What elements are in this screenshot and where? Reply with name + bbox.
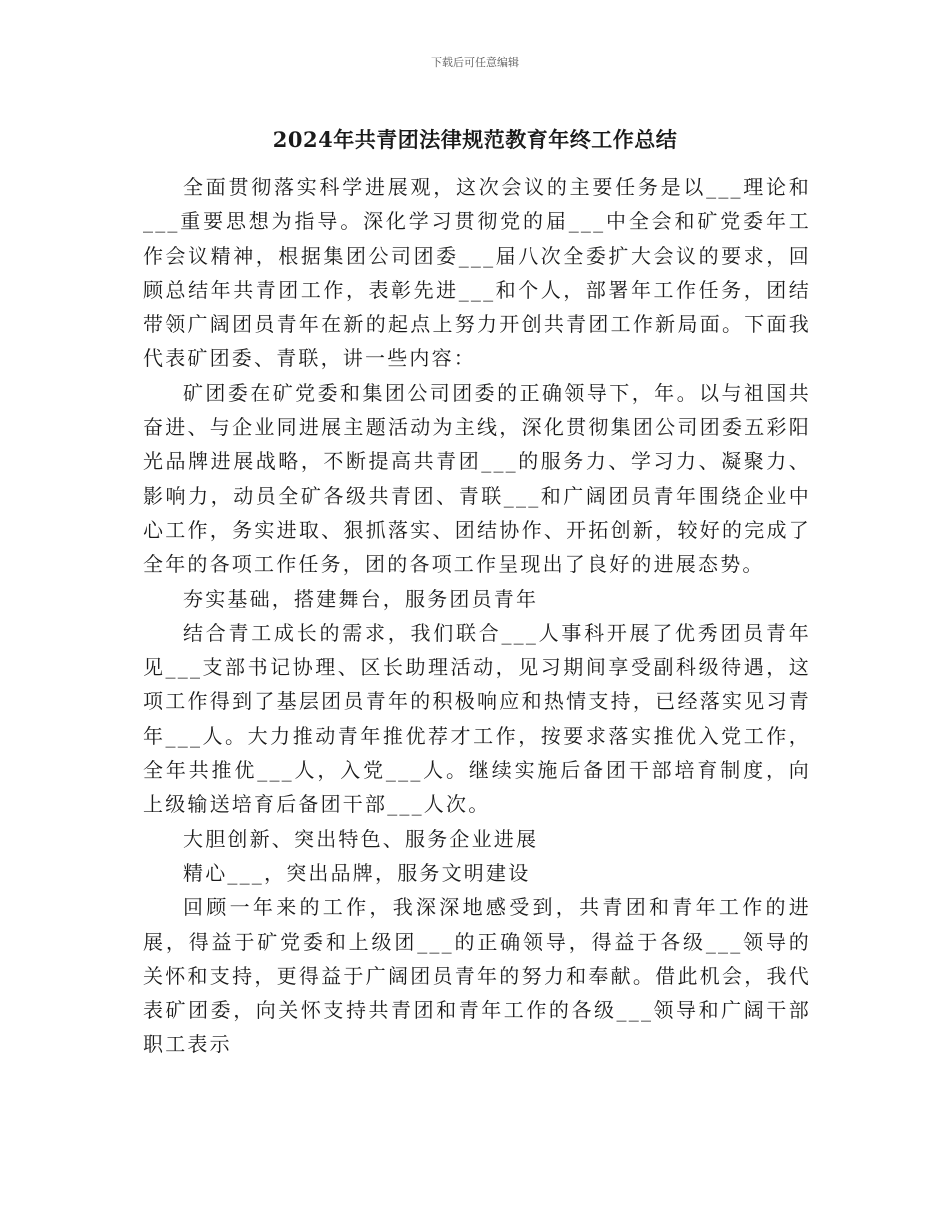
paragraph-foundation: 结合青工成长的需求，我们联合___人事科开展了优秀团员青年见___支部书记协理、区长助理活动，见习期间享受副科级待遇，这项工作得到了基层团员青年的积极响应和热情支持，已经落实见习青年___人。大力推动青年推优荐才工作，按要求落实推优入党工作，全年共推优___人，入党___人。继续实施后备团干部培育制度，向上级输送培育后备团干部___人次。 xyxy=(143,620,811,817)
section-heading-foundation: 夯实基础，搭建舞台，服务团员青年 xyxy=(183,586,539,611)
document-body xyxy=(143,170,811,1062)
section-heading-innovation: 大胆创新、突出特色、服务企业进展 xyxy=(183,826,539,851)
paragraph-summary: 矿团委在矿党委和集团公司团委的正确领导下，年。以与祖国共奋进、与企业同进展主题活动为主线，深化贯彻集团公司团委五彩阳光品牌进展战略，不断提高共青团___的服务力、学习力、凝聚力、影响力，动员全矿各级共青团、青联___和广阔团员青年围绕企业中心工作，务实进取、狠抓落实、团结协作、开拓创新，较好的完成了全年的各项工作任务，团的各项工作呈现出了良好的进展态势。 xyxy=(143,380,811,577)
document-title: 2024年共青团法律规范教育年终工作总结 xyxy=(272,127,678,152)
page-header-note: 下载后可任意编辑 xyxy=(431,56,519,69)
paragraph-review: 回顾一年来的工作，我深深地感受到，共青团和青年工作的进展，得益于矿党委和上级团___的正确领导，得益于各级___领导的关怀和支持，更得益于广阔团员青年的努力和奉献。借此机会，我代表矿团委，向关怀支持共青团和青年工作的各级___领导和广阔干部职工表示 xyxy=(143,895,811,1057)
section-heading-brand: 精心___，突出品牌，服务文明建设 xyxy=(183,860,531,885)
paragraph-intro: 全面贯彻落实科学进展观，这次会议的主要任务是以___理论和___重要思想为指导。深化学习贯彻党的届___中全会和矿党委年工作会议精神，根据集团公司团委___届八次全委扩大会议的要求，回顾总结年共青团工作，表彰先进___和个人，部署年工作任务，团结带领广阔团员青年在新的起点上努力开创共青团工作新局面。下面我代表矿团委、青联，讲一些内容： xyxy=(143,175,811,371)
